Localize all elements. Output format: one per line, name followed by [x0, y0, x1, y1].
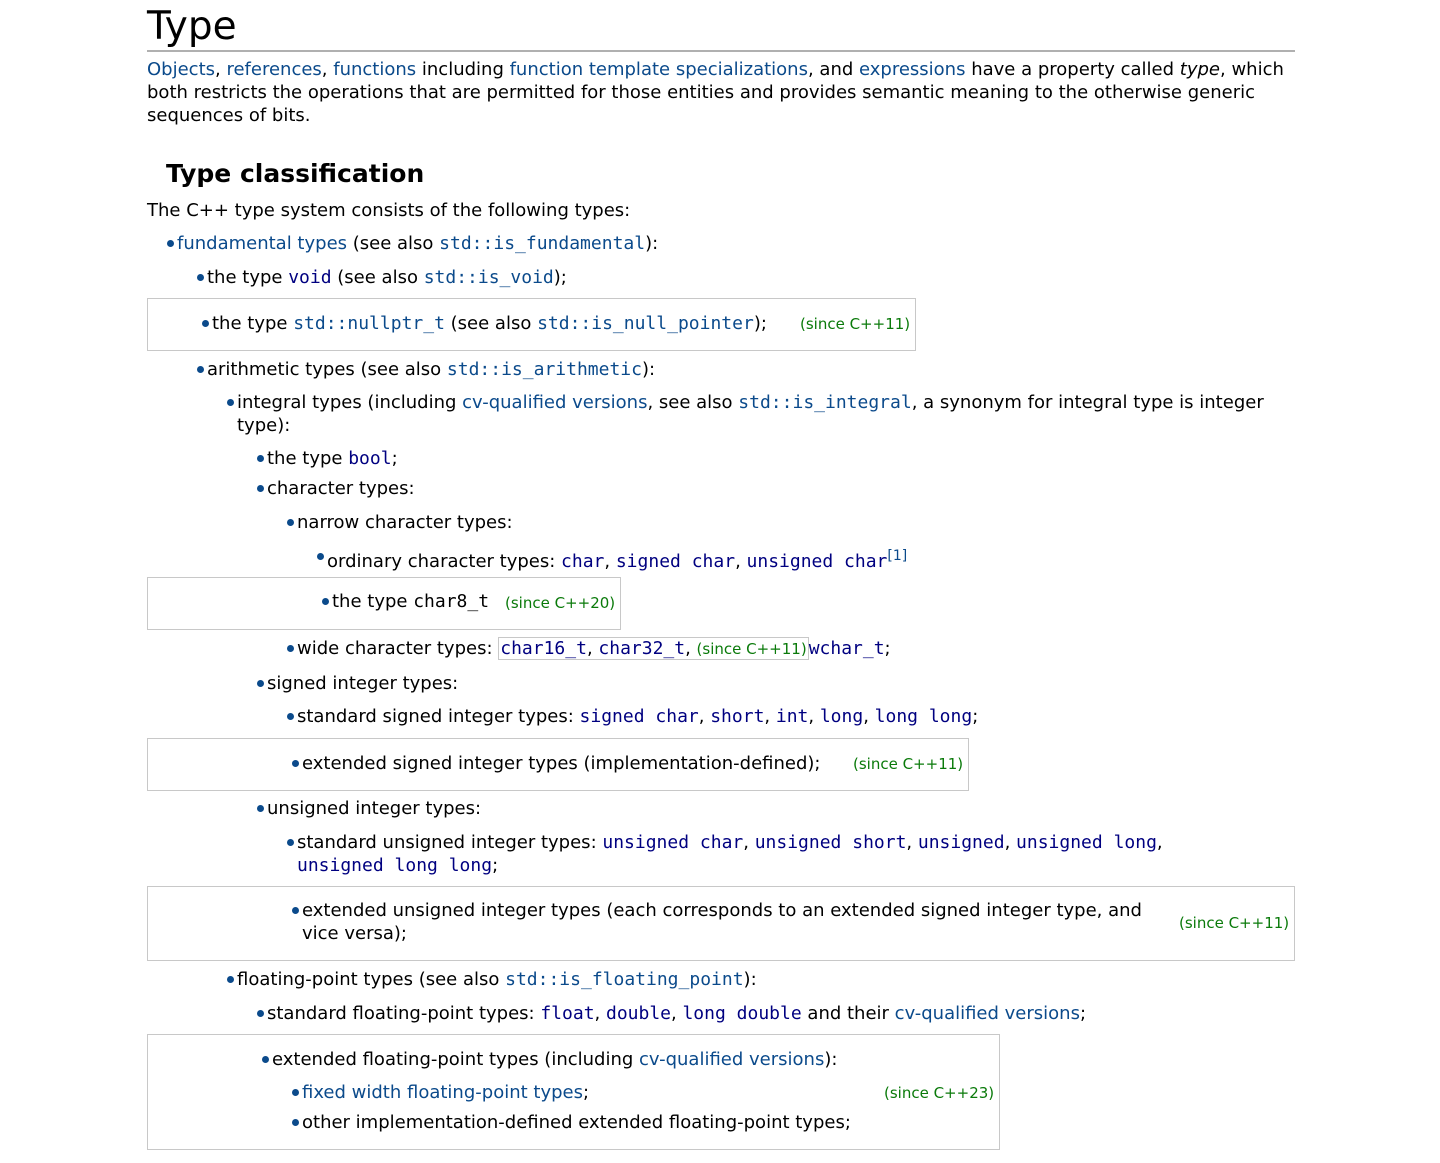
intro-sep: ,	[321, 59, 334, 80]
list-item-standard-unsigned	[297, 831, 1217, 877]
list-item-char8	[332, 590, 489, 613]
item-text: standard signed integer types:	[297, 706, 580, 727]
item-sep: ,	[735, 551, 747, 572]
bullet-icon	[287, 839, 294, 846]
keyword-int: int	[775, 706, 809, 727]
link-std-is-arithmetic[interactable]: std::is_arithmetic	[446, 359, 642, 380]
keyword-long-double: long double	[682, 1003, 802, 1024]
list-item-extended-unsigned: extended unsigned integer types (each corresponds to an extended signed integer type, and vice versa);	[302, 900, 1142, 944]
list-item-standard-signed	[297, 705, 978, 728]
bullet-icon	[287, 645, 294, 652]
intro-text: , and	[807, 59, 859, 80]
bullet-icon	[292, 907, 299, 914]
item-text: ;	[1079, 1003, 1087, 1024]
link-std-is-fundamental[interactable]: std::is_fundamental	[439, 233, 646, 254]
item-sep: ,	[1156, 832, 1163, 853]
keyword-unsigned-char: unsigned char	[746, 551, 888, 572]
link-fixed-width-floating-point-types[interactable]: fixed width floating-point types	[302, 1082, 583, 1103]
item-sep: ,	[671, 1003, 683, 1024]
link-expressions[interactable]: expressions	[859, 59, 966, 80]
list-item-standard-floating-point	[267, 1002, 1086, 1025]
code-char8-t: char8_t	[413, 591, 490, 612]
link-functions[interactable]: functions	[333, 59, 417, 80]
item-text: (see also	[444, 313, 538, 334]
item-text: (see also	[331, 267, 424, 288]
since-badge: (since C++11)	[800, 315, 911, 333]
item-text: ):	[645, 233, 659, 254]
footnote-link[interactable]: [1]	[887, 548, 908, 564]
keyword-long-long: long long	[874, 706, 973, 727]
link-std-is-integral[interactable]: std::is_integral	[738, 392, 912, 413]
bullet-icon	[292, 760, 299, 767]
keyword-short: short	[710, 706, 765, 727]
page-title: Type	[147, 4, 237, 49]
item-text: ):	[641, 359, 656, 380]
list-item-fixed-width-floating	[302, 1081, 589, 1104]
link-cv-qualified-versions[interactable]: cv-qualified versions	[639, 1049, 825, 1070]
bullet-icon	[287, 713, 294, 720]
item-text: );	[553, 267, 567, 288]
bullet-icon	[197, 274, 204, 281]
list-item-floating-point	[237, 968, 757, 991]
list-item-unsigned-integer-types: unsigned integer types:	[267, 798, 482, 819]
item-text: ;	[884, 638, 891, 659]
keyword-void: void	[288, 267, 332, 288]
bullet-icon	[257, 455, 264, 462]
intro-text: have a property called	[965, 59, 1180, 80]
link-objects[interactable]: Objects	[147, 59, 216, 80]
intro-text: , which both restricts the operations that are permitted for those entities and provides semantic meaning to the otherwise generic sequences of bits.	[147, 59, 1284, 126]
item-text: ;	[492, 855, 499, 876]
since-badge: (since C++20)	[505, 594, 616, 612]
list-item-narrow-character-types: narrow character types:	[297, 512, 513, 533]
keyword-unsigned-long: unsigned long	[1016, 832, 1157, 853]
item-sep: ,	[698, 706, 711, 727]
list-item-wide-character-types	[297, 637, 891, 661]
keyword-char16-t: char16_t	[500, 638, 587, 659]
keyword-unsigned-long-long: unsigned long long	[297, 855, 493, 876]
since-badge: (since C++11)	[853, 755, 964, 773]
bullet-icon	[227, 399, 234, 406]
item-sep: ,	[808, 706, 820, 727]
keyword-long: long	[819, 706, 864, 727]
item-text: standard unsigned integer types:	[297, 832, 603, 853]
link-function-template-specializations[interactable]: function template specializations	[509, 59, 808, 80]
keyword-bool: bool	[348, 448, 392, 469]
link-references[interactable]: references	[226, 59, 322, 80]
list-item-arithmetic	[207, 358, 655, 381]
intro-sep: ,	[215, 59, 227, 80]
link-std-is-floating-point[interactable]: std::is_floating_point	[505, 969, 744, 990]
item-text: arithmetic types (see also	[207, 359, 447, 380]
bullet-icon	[202, 320, 209, 327]
item-text: extended floating-point types (including	[272, 1049, 640, 1070]
link-std-is-void[interactable]: std::is_void	[423, 267, 554, 288]
list-item-character-types: character types:	[267, 478, 415, 499]
item-sep: ,	[685, 638, 697, 659]
link-std-is-null-pointer[interactable]: std::is_null_pointer	[537, 313, 754, 334]
keyword-char32-t: char32_t	[598, 638, 686, 659]
list-item-fundamental	[177, 232, 658, 255]
item-text: the type	[332, 591, 414, 612]
link-cv-qualified-versions[interactable]: cv-qualified versions	[462, 392, 648, 413]
list-item-other-floating: other implementation-defined extended floating-point types;	[302, 1112, 851, 1133]
section-heading: Type classification	[166, 159, 425, 188]
item-text: ;	[972, 706, 979, 727]
bullet-icon	[317, 553, 324, 560]
intro-paragraph	[147, 58, 1295, 127]
keyword-float: float	[540, 1003, 595, 1024]
item-text: , a synonym for integral type is integer type):	[237, 392, 1264, 436]
title-divider	[147, 50, 1295, 52]
link-cv-qualified-versions[interactable]: cv-qualified versions	[894, 1003, 1080, 1024]
item-text: ;	[582, 1082, 590, 1103]
bullet-icon	[257, 805, 264, 812]
link-fundamental-types[interactable]: fundamental types	[177, 233, 348, 254]
section-lead: The C++ type system consists of the following types:	[147, 200, 631, 221]
item-text: );	[753, 313, 767, 334]
item-text: (see also	[347, 233, 440, 254]
list-item-extended-signed: extended signed integer types (implementation-defined);	[302, 753, 821, 774]
item-sep: ,	[743, 832, 755, 853]
keyword-wchar-t: wchar_t	[808, 638, 885, 659]
item-sep: ,	[1004, 832, 1017, 853]
list-item-extended-floating-point	[272, 1048, 837, 1071]
item-text: , see also	[647, 392, 739, 413]
item-text: the type	[207, 267, 289, 288]
intro-text: including	[416, 59, 510, 80]
link-std-nullptr-t[interactable]: std::nullptr_t	[293, 313, 445, 334]
bullet-icon	[257, 485, 264, 492]
list-item-bool	[267, 447, 398, 470]
since-inline-box	[498, 637, 808, 660]
item-text: ):	[824, 1049, 838, 1070]
bullet-icon	[197, 366, 204, 373]
item-text: wide character types:	[297, 638, 499, 659]
item-sep: ,	[604, 551, 616, 572]
since-badge: (since C++11)	[1179, 914, 1290, 932]
item-text: ):	[743, 969, 757, 990]
keyword-unsigned: unsigned	[917, 832, 1005, 853]
item-sep: ,	[594, 1003, 606, 1024]
bullet-icon	[292, 1089, 299, 1096]
item-text: the type	[267, 448, 349, 469]
item-text: integral types (including	[237, 392, 463, 413]
item-text: ;	[391, 448, 398, 469]
keyword-unsigned-short: unsigned short	[754, 832, 907, 853]
bullet-icon	[257, 680, 264, 687]
bullet-icon	[227, 976, 234, 983]
item-text: the type	[212, 313, 294, 334]
bullet-icon	[262, 1056, 269, 1063]
keyword-char: char	[561, 551, 605, 572]
item-text: standard floating-point types:	[267, 1003, 541, 1024]
since-badge: (since C++11)	[696, 640, 807, 658]
item-text: ordinary character types:	[327, 551, 562, 572]
item-sep: ,	[586, 638, 599, 659]
bullet-icon	[257, 1010, 264, 1017]
keyword-double: double	[605, 1003, 672, 1024]
item-sep: ,	[863, 706, 875, 727]
intro-type-word: type	[1179, 59, 1220, 80]
bullet-icon	[322, 598, 329, 605]
list-item-nullptr	[212, 312, 767, 335]
list-item-integral	[237, 391, 1277, 437]
keyword-signed-char: signed char	[579, 706, 699, 727]
keyword-unsigned-char: unsigned char	[602, 832, 744, 853]
list-item-void	[207, 266, 567, 289]
keyword-signed-char: signed char	[615, 551, 736, 572]
bullet-icon	[167, 240, 174, 247]
item-text: floating-point types (see also	[237, 969, 506, 990]
list-item-ordinary-character-types	[327, 545, 907, 573]
item-sep: ,	[764, 706, 776, 727]
bullet-icon	[287, 519, 294, 526]
since-badge: (since C++23)	[884, 1084, 995, 1102]
bullet-icon	[292, 1119, 299, 1126]
list-item-signed-integer-types: signed integer types:	[267, 673, 459, 694]
item-text: and their	[801, 1003, 895, 1024]
item-sep: ,	[906, 832, 918, 853]
